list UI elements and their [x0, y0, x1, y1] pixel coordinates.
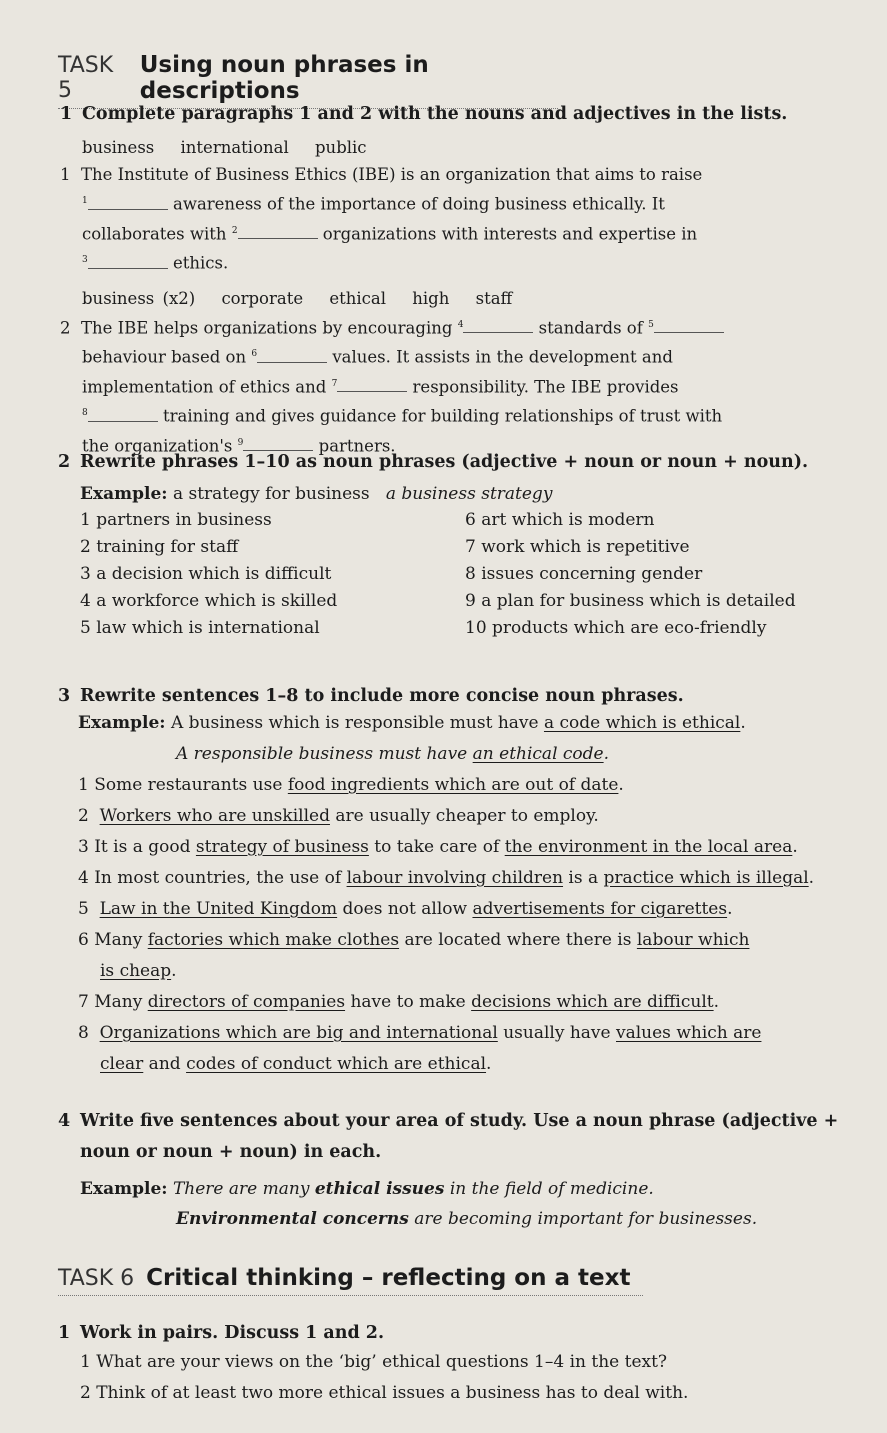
ex3-sentence-8-cont: clear and codes of conduct which are ethical.	[100, 1054, 492, 1074]
ex2-item-1: 1 partners in business	[80, 510, 272, 530]
para1-line2: awareness of the importance of doing business ethically. It	[172, 194, 665, 214]
s8-underlined-4: codes of conduct which are ethical	[186, 1054, 487, 1074]
s8-underlined-1: Organizations which are big and international	[99, 1023, 498, 1043]
ex4-instruction-2: noun or noun + noun) in each.	[80, 1142, 382, 1162]
s1-text: 1 Some restaurants use	[78, 775, 288, 795]
ex4-example-1c: in the field of medicine.	[444, 1179, 654, 1199]
task5-title: Using noun phrases in descriptions	[139, 52, 429, 104]
task5-number: TASK 5	[58, 53, 114, 103]
s3-underlined-2: the environment in the local area	[504, 837, 793, 857]
ex2-item-9: 9 a plan for business which is detailed	[465, 591, 796, 611]
ex3-example-label: Example:	[78, 713, 166, 733]
task6-ex1-instruction: Work in pairs. Discuss 1 and 2.	[80, 1323, 385, 1343]
ex2-item-8: 8 issues concerning gender	[465, 564, 703, 584]
ex3-sentence-6	[58, 925, 868, 956]
task6-number: TASK 6	[58, 1266, 135, 1291]
s6-underlined-1: factories which make clothes	[147, 930, 400, 950]
word-list-2	[60, 289, 840, 308]
para2-line2b: values. It assists in the development and	[332, 347, 673, 367]
para2-line5a: the organization's	[82, 436, 233, 455]
para2-line1b: standards of	[538, 318, 643, 337]
ex2-item-3: 3 a decision which is difficult	[80, 564, 332, 584]
s4-text-b: is a	[563, 868, 604, 888]
s7-underlined-1: directors of companies	[147, 992, 346, 1012]
exercise-3	[58, 686, 868, 1080]
s5-underlined-1: Law in the United Kingdom	[99, 899, 338, 919]
ex4-example-2b: Environmental concerns	[176, 1209, 409, 1229]
ex3-sentence-5: 5 Law in the United Kingdom does not allow advertisements for cigarettes.	[78, 899, 733, 919]
s4-underlined-2: practice which is illegal	[603, 868, 809, 888]
ex3-sentence-6-cont: is cheap.	[100, 961, 177, 981]
ex4-example-2c: are becoming important for businesses.	[408, 1209, 758, 1229]
word-business-x2: business (x2)	[82, 288, 196, 308]
s4-underlined-1: labour involving children	[346, 868, 564, 888]
ex2-item-2: 2 training for staff	[80, 537, 239, 557]
ex2-item-4: 4 a workforce which is skilled	[80, 591, 338, 611]
word-public: public	[315, 138, 367, 157]
ex4-example-label: Example:	[80, 1179, 168, 1199]
para2-line1a: The IBE helps organizations by encouraging	[81, 318, 453, 337]
ex4-example-1a: There are many	[172, 1179, 315, 1199]
ex2-number: 2	[58, 452, 71, 472]
ex3-sentence-1: 1 Some restaurants use food ingredients which are out of date.	[78, 775, 624, 795]
s3-text-a: 3 It is a good	[78, 837, 196, 857]
blank-4[interactable]	[463, 331, 533, 333]
s8-underlined-2: values which are	[616, 1023, 762, 1043]
blank-8[interactable]	[88, 420, 158, 422]
ex3-sentence-8: 8 Organizations which are big and international usually have values which are	[78, 1023, 762, 1043]
ex3-number: 3	[58, 686, 71, 706]
para2-line4: training and gives guidance for building relationships of trust with	[162, 406, 723, 426]
ex3-instruction: Rewrite sentences 1–8 to include more concise noun phrases.	[80, 686, 684, 706]
s6-underlined-3: is cheap	[100, 961, 172, 981]
ex3-example-underlined: a code which is ethical	[543, 713, 741, 733]
s5-underlined-2: advertisements for cigarettes	[472, 899, 728, 919]
word-high: high	[412, 288, 450, 308]
ex3-sentence-3: 3 It is a good strategy of business to take care of the environment in the local area.	[78, 837, 798, 857]
blank-5[interactable]	[654, 331, 724, 333]
ex3-sentence-4: 4 In most countries, the use of labour involving children is a practice which is illegal.	[78, 868, 815, 888]
para1-line1: The Institute of Business Ethics (IBE) is an organization that aims to raise	[81, 165, 703, 184]
para2-line3a: implementation of ethics and	[82, 377, 327, 396]
word-business: business	[82, 138, 155, 157]
ex3-example: Example: A business which is responsible must have a code which is ethical.	[78, 713, 746, 733]
s1-underlined: food ingredients which are out of date	[287, 775, 619, 795]
s2-underlined: Workers who are unskilled	[99, 806, 330, 826]
s3-underlined-1: strategy of business	[195, 837, 369, 857]
task6-exercise-1	[58, 1323, 858, 1409]
ex3-example-answer: A responsible business must have an ethical code.	[176, 744, 610, 764]
ex2-example-label: Example:	[80, 484, 168, 504]
blank-7[interactable]	[337, 390, 407, 392]
para1-line4: ethics.	[172, 253, 229, 273]
ex1-instruction: Complete paragraphs 1 and 2 with the nouns and adjectives in the lists.	[82, 104, 788, 124]
word-corporate: corporate	[221, 288, 304, 308]
task6-heading	[58, 1265, 643, 1296]
ex4-number: 4	[58, 1111, 71, 1131]
ex4-example-1b: ethical issues	[314, 1179, 445, 1199]
blank-3[interactable]	[88, 267, 168, 269]
para2-line3b: responsibility. The IBE provides	[412, 377, 679, 396]
s6-text-a: 6 Many	[78, 930, 148, 950]
task6-question-2: 2 Think of at least two more ethical issues a business has to deal with.	[80, 1383, 689, 1403]
ex3-sentence-7: 7 Many directors of companies have to make decisions which are difficult.	[78, 992, 720, 1012]
paragraph-2: 2 The IBE helps organizations by encouraging $^4$ standards of $^5$ behaviour based on $^6$ values. It assists in the development and implementation of ethics and $^7$ responsibility. The IBE provides $^8$ training and gives guidance for building relationships of trust with the organization's $^9$ partners.	[60, 318, 723, 455]
word-international: international	[180, 138, 289, 157]
ex2-example	[80, 484, 848, 504]
s5-text: does not allow	[337, 899, 473, 919]
ex2-item-6: 6 art which is modern	[465, 510, 655, 530]
para1-line3b: organizations with interests and expertise in	[322, 224, 698, 243]
ex4-example	[80, 1174, 858, 1234]
word-list-1	[60, 138, 840, 157]
blank-1[interactable]	[88, 208, 168, 210]
ex2-item-7: 7 work which is repetitive	[465, 537, 690, 557]
s7-text-a: 7 Many	[78, 992, 148, 1012]
blank-9[interactable]	[243, 449, 313, 451]
exercise-1	[60, 104, 840, 459]
s7-text-b: have to make	[345, 992, 472, 1012]
ex3-sentences	[58, 708, 868, 1080]
s6-text-b: are located where there is	[399, 930, 637, 950]
ex4-instruction-1: Write five sentences about your area of study. Use a noun phrase (adjective +	[80, 1111, 839, 1131]
ex2-example-answer: a business strategy	[385, 484, 553, 504]
paragraph-1: 1 The Institute of Business Ethics (IBE) is an organization that aims to raise $^1$ awareness of the importance of doing business ethically. It collaborates with $^2$ organizations with interests and expertise in $^3$ ethics.	[60, 165, 703, 273]
exercise-2	[58, 452, 848, 638]
ex3-answer-underlined: an ethical code	[472, 744, 604, 764]
task6-question-1: 1 What are your views on the ‘big’ ethical questions 1–4 in the text?	[80, 1352, 668, 1372]
ex3-answer-text: A responsible business must have	[176, 744, 473, 764]
s4-text-a: 4 In most countries, the use of	[78, 868, 347, 888]
para2-line2a: behaviour based on	[82, 347, 247, 367]
ex2-item-10: 10 products which are eco-friendly	[465, 618, 767, 638]
blank-6[interactable]	[257, 361, 327, 363]
s8-text-c: and	[143, 1054, 187, 1074]
para1-line3a: collaborates with	[82, 224, 227, 243]
ex2-phrase-grid	[58, 510, 848, 638]
blank-2[interactable]	[238, 237, 318, 239]
ex2-instruction: Rewrite phrases 1–10 as noun phrases (adjective + noun or noun + noun).	[80, 452, 809, 472]
s8-underlined-3: clear	[100, 1054, 144, 1074]
ex2-item-5: 5 law which is international	[80, 618, 320, 638]
task6-ex1-number: 1	[58, 1323, 71, 1343]
ex1-number: 1	[60, 104, 73, 124]
word-ethical: ethical	[329, 288, 387, 308]
s2-text: are usually cheaper to employ.	[329, 806, 599, 826]
para2-line5b: partners.	[318, 436, 396, 455]
exercise-4	[58, 1106, 858, 1234]
s3-text-b: to take care of	[368, 837, 505, 857]
ex3-sentence-2: 2 Workers who are unskilled are usually cheaper to employ.	[78, 806, 599, 826]
s6-underlined-2: labour which	[636, 930, 750, 950]
ex2-example-text: a strategy for business	[172, 484, 370, 504]
task5-heading	[58, 52, 558, 109]
s7-underlined-2: decisions which are difficult	[471, 992, 714, 1012]
s8-text-b: usually have	[497, 1023, 616, 1043]
task6-title: Critical thinking – reflecting on a text	[146, 1265, 631, 1291]
ex3-example-text: A business which is responsible must have	[170, 713, 544, 733]
word-staff: staff	[475, 288, 513, 308]
